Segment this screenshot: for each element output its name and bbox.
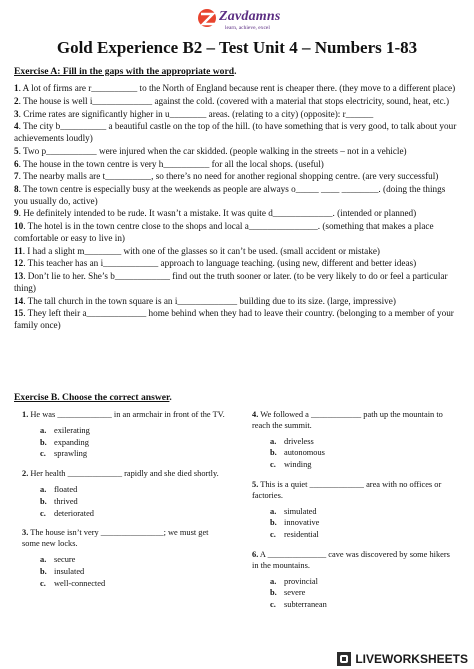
item-text: . The hotel is in the town centre close to the shops and local a_______________. (something that makes a place comfortable or easy to live in) bbox=[14, 221, 434, 243]
item-number: 1 bbox=[14, 83, 19, 93]
option-text: deteriorated bbox=[54, 508, 94, 518]
option-letter: b. bbox=[270, 448, 277, 458]
option-text: secure bbox=[54, 554, 76, 564]
option-text: driveless bbox=[284, 436, 314, 446]
item-number: 8 bbox=[14, 184, 19, 195]
option-text: residential bbox=[284, 530, 319, 540]
question-stem bbox=[252, 480, 457, 502]
footer-brand-text: LIVEWORKSHEETS bbox=[355, 652, 468, 666]
item-number: 15 bbox=[14, 308, 24, 319]
option-letter: c. bbox=[270, 530, 276, 540]
logo-text: Zavdamns bbox=[219, 9, 281, 24]
answer-options bbox=[270, 577, 457, 611]
question-number: 1. bbox=[22, 410, 29, 419]
exercise-a-item bbox=[14, 146, 460, 158]
option-letter: c. bbox=[40, 578, 46, 588]
question-stem bbox=[22, 410, 227, 421]
question bbox=[22, 528, 227, 589]
option-letter: b. bbox=[40, 566, 47, 576]
option-text: winding bbox=[284, 460, 312, 470]
option-letter: c. bbox=[270, 600, 276, 610]
item-number: 4 bbox=[14, 121, 19, 132]
question-stem bbox=[252, 550, 457, 572]
item-text: . The town centre is especially busy at the weekends as people are always o_____ ____ ________. (doing the things you usually do, active) bbox=[14, 184, 446, 206]
exercise-a-item bbox=[14, 208, 460, 220]
exercise-a-instruction: : Fill in the gaps with the appropriate word bbox=[57, 66, 235, 77]
exercise-a-item bbox=[14, 159, 460, 171]
exercise-a-item bbox=[14, 271, 460, 294]
item-number: 14 bbox=[14, 295, 24, 306]
item-text: . The house in the town centre is very h__________ for all the local shops. (useful) bbox=[18, 158, 324, 169]
answer-options bbox=[40, 426, 227, 460]
item-number: 3 bbox=[14, 108, 19, 119]
option-letter: a. bbox=[40, 554, 47, 564]
exercise-a-label: Exercise A bbox=[14, 66, 58, 77]
answer-option[interactable] bbox=[270, 448, 457, 459]
option-text: simulated bbox=[284, 506, 317, 516]
exercise-b-heading: Exercise B. Choose the correct answer. bbox=[14, 392, 172, 403]
question-stem bbox=[22, 528, 227, 550]
page-title: Gold Experience B2 – Test Unit 4 – Numbers 1-83 bbox=[56, 38, 418, 57]
option-text: well-connected bbox=[54, 578, 106, 588]
option-letter: b. bbox=[40, 496, 47, 506]
option-letter: a. bbox=[270, 436, 277, 446]
question-text: He was _____________ in an armchair in front of the TV. bbox=[28, 410, 225, 419]
question-number: 2. bbox=[22, 469, 29, 479]
question-number: 4. bbox=[252, 410, 259, 419]
answer-options bbox=[40, 485, 227, 519]
option-text: innovative bbox=[284, 518, 320, 528]
liveworksheets-icon bbox=[337, 652, 351, 666]
question bbox=[252, 480, 457, 541]
option-text: subterranean bbox=[284, 600, 327, 610]
exercise-a-item bbox=[14, 258, 460, 270]
exercise-a-item bbox=[14, 221, 460, 244]
option-letter: b. bbox=[270, 518, 277, 528]
exercise-b-left-column bbox=[22, 410, 227, 598]
option-text: autonomous bbox=[284, 448, 325, 458]
answer-option[interactable] bbox=[40, 426, 227, 437]
option-text: sprawling bbox=[54, 449, 88, 459]
question bbox=[22, 410, 227, 460]
item-number: 5 bbox=[14, 145, 19, 156]
publisher-logo bbox=[195, 4, 281, 38]
option-text: thrived bbox=[54, 496, 78, 506]
option-letter: c. bbox=[270, 460, 276, 470]
option-letter: a. bbox=[270, 576, 277, 586]
option-letter: a. bbox=[40, 484, 47, 494]
item-text: . A lot of firms are r__________ to the North of England because rent is cheaper there. (they move to a different place) bbox=[18, 83, 456, 93]
item-text: . Crime rates are significantly higher in u________ areas. (relating to a city) (opposite): r______ bbox=[18, 108, 374, 119]
answer-option[interactable] bbox=[40, 567, 227, 578]
item-text: . This teacher has an i____________ approach to language teaching. (using new, different and better ideas) bbox=[23, 258, 417, 269]
question bbox=[252, 550, 457, 611]
question-number: 5. bbox=[252, 479, 259, 489]
option-letter: b. bbox=[40, 437, 47, 447]
option-text: exilerating bbox=[54, 425, 90, 435]
answer-option[interactable] bbox=[40, 555, 227, 566]
answer-option[interactable] bbox=[40, 449, 227, 460]
answer-option[interactable] bbox=[270, 588, 457, 599]
exercise-a-item bbox=[14, 184, 460, 207]
item-text: . They left their a_____________ home behind when they had to leave their country. (belonging to a member of your family once) bbox=[14, 308, 454, 330]
exercise-a-heading: Exercise A: Fill in the gaps with the appropriate word. bbox=[14, 66, 237, 77]
item-number: 13 bbox=[14, 271, 24, 282]
item-text: . He definitely intended to be rude. It wasn’t a mistake. It was quite d_____________. (intended or planned) bbox=[18, 208, 417, 219]
answer-option[interactable] bbox=[40, 509, 227, 520]
answer-option[interactable] bbox=[40, 485, 227, 496]
item-number: 12 bbox=[14, 258, 24, 269]
question-text: The house isn’t very _______________; we must get some new locks. bbox=[22, 528, 209, 549]
exercise-a-item bbox=[14, 246, 460, 258]
exercise-a-item bbox=[14, 308, 460, 331]
item-text: . I had a slight m________ with one of the glasses so it can’t be used. (small accident or mistake) bbox=[22, 245, 380, 256]
answer-option[interactable] bbox=[40, 579, 227, 590]
answer-option[interactable] bbox=[270, 600, 457, 611]
item-text: . The house is well i_____________ against the cold. (covered with a material that stops electricity, sound, heat, etc.) bbox=[18, 95, 450, 106]
question-text: Her health _____________ rapidly and she died shortly. bbox=[28, 469, 219, 479]
footer-brand bbox=[337, 652, 468, 666]
exercise-b-label: Exercise B. Choose the correct answer bbox=[14, 392, 170, 403]
question-text: We followed a ____________ path up the mountain to reach the summit. bbox=[252, 410, 443, 430]
option-text: floated bbox=[54, 484, 78, 494]
answer-options bbox=[270, 437, 457, 471]
item-text: . Don’t lie to her. She’s b____________ find out the truth sooner or later. (to be very likely to do or feel a particular thing) bbox=[14, 271, 448, 293]
answer-option[interactable] bbox=[270, 577, 457, 588]
exercise-a-item bbox=[14, 109, 460, 121]
option-letter: c. bbox=[40, 508, 46, 518]
item-number: 7 bbox=[14, 171, 19, 182]
item-text: . The nearby malls are t__________, so there’s no need for another regional shopping centre. (are very successful) bbox=[18, 171, 439, 182]
answer-option[interactable] bbox=[270, 460, 457, 471]
exercise-a-item bbox=[14, 96, 460, 108]
item-number: 2 bbox=[14, 95, 19, 106]
exercise-a-items bbox=[14, 83, 460, 333]
question-stem bbox=[22, 469, 227, 480]
answer-options bbox=[270, 507, 457, 541]
answer-option[interactable] bbox=[40, 497, 227, 508]
logo-tagline: learn, achieve, excel bbox=[225, 25, 270, 31]
question-text: A ______________ cave was discovered by some hikers in the mountains. bbox=[252, 549, 450, 570]
question bbox=[22, 469, 227, 519]
option-letter: a. bbox=[270, 506, 277, 516]
exercise-a-item bbox=[14, 83, 460, 95]
answer-option[interactable] bbox=[40, 438, 227, 449]
answer-options bbox=[40, 555, 227, 589]
exercise-a-item bbox=[14, 296, 460, 308]
item-number: 10 bbox=[14, 221, 24, 232]
item-number: 9 bbox=[14, 208, 19, 219]
answer-option[interactable] bbox=[270, 530, 457, 541]
option-letter: c. bbox=[40, 449, 46, 459]
option-text: insulated bbox=[54, 566, 85, 576]
answer-option[interactable] bbox=[270, 507, 457, 518]
option-text: provincial bbox=[284, 576, 318, 586]
item-text: . The tall church in the town square is an i_____________ building due to its size. (large, impressive) bbox=[23, 295, 396, 306]
question-number: 6. bbox=[252, 549, 259, 559]
question bbox=[252, 410, 457, 471]
item-text: . The city b__________ a beautiful castle on the top of the hill. (to have something that is very good, to talk about your achievements loudly) bbox=[14, 121, 457, 143]
item-number: 6 bbox=[14, 158, 19, 169]
answer-option[interactable] bbox=[270, 437, 457, 448]
option-text: severe bbox=[284, 588, 306, 598]
item-number: 11 bbox=[14, 245, 23, 256]
exercise-b-right-column bbox=[252, 410, 457, 620]
option-letter: a. bbox=[40, 425, 47, 435]
item-text: . Two p___________ were injured when the car skidded. (people walking in the streets – not in a vehicle) bbox=[18, 145, 407, 156]
exercise-a-item bbox=[14, 121, 460, 144]
question-number: 3. bbox=[22, 528, 29, 538]
exercise-a-item bbox=[14, 171, 460, 183]
question-text: This is a quiet _____________ area with no offices or factories. bbox=[252, 479, 442, 500]
question-stem bbox=[252, 410, 457, 432]
answer-option[interactable] bbox=[270, 518, 457, 529]
option-text: expanding bbox=[54, 437, 89, 447]
option-letter: b. bbox=[270, 588, 277, 598]
